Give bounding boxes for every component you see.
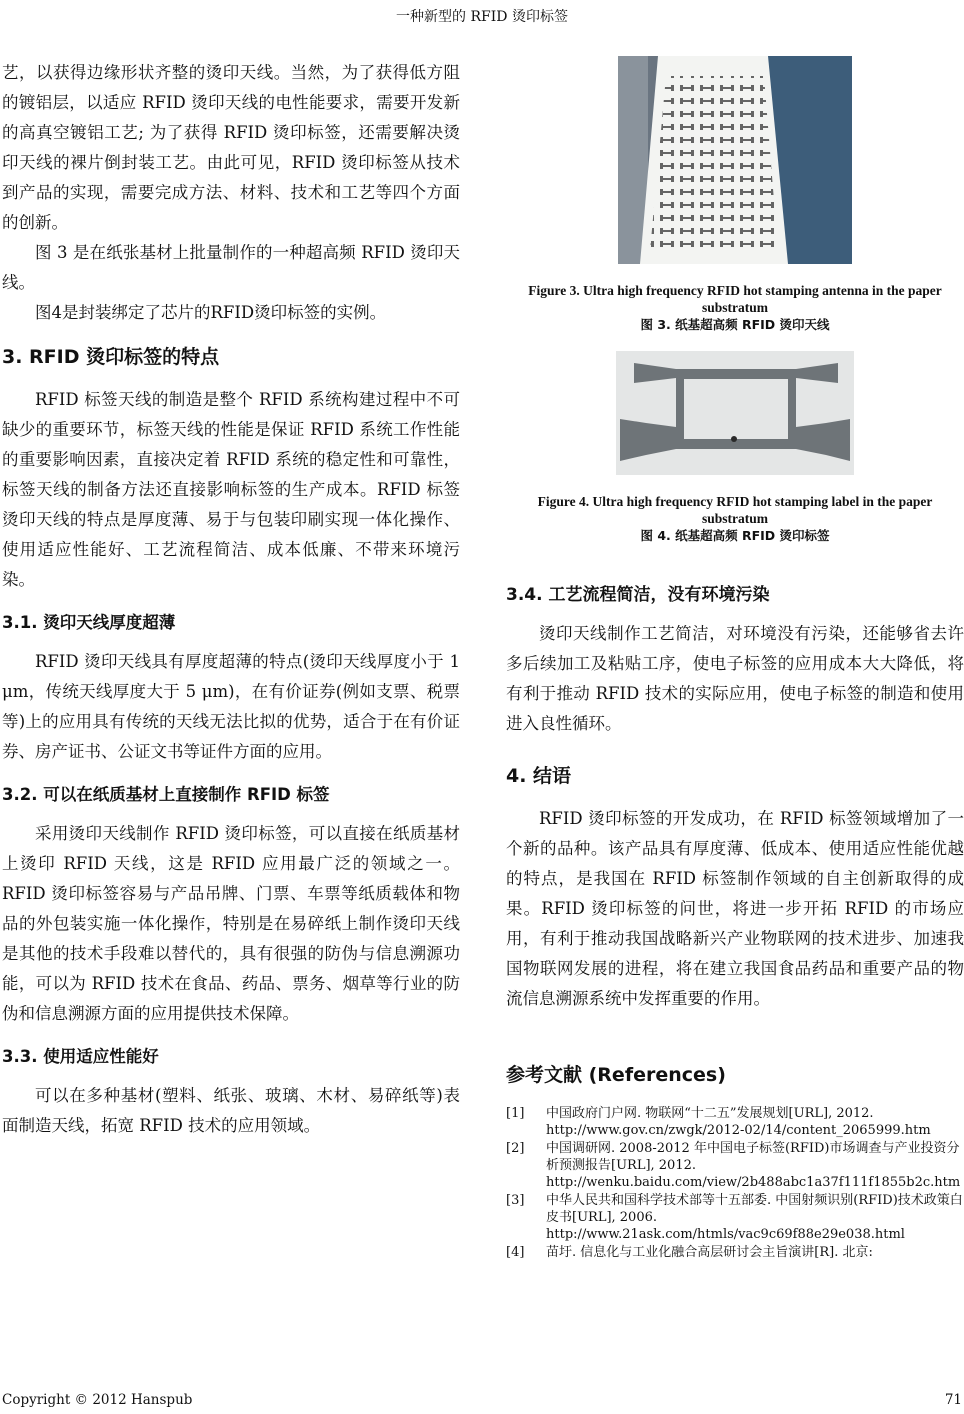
reference-item (506, 1244, 964, 1261)
section-3-1-paragraph: RFID 烫印天线具有厚度超薄的特点(烫印天线厚度小于 1 μm，传统天线厚度大于 5 μm)，在有价证券(例如支票、税票等)上的应用具有传统的天线无法比拟的优势，适合于在有价证券、房产证书、公证文书等证件方面的应用。 (2, 652, 460, 761)
figure-4-caption-zh: 图 4. 纸基超高频 RFID 烫印标签 (640, 528, 830, 543)
reference-text: 中国政府门户网. 物联网“十二五”发展规划[URL], 2012. http://www.gov.cn/zwgk/2012-02/14/content_2065999.htm (546, 1106, 931, 1138)
paragraph-continued: 艺，以获得边缘形状齐整的烫印天线。当然，为了获得低方阻的镀铝层，以适应 RFID 烫印天线的电性能要求，需要开发新的高真空镀铝工艺; 为了获得 RFID 烫印标签，还需要解决烫印天线的裸片倒封装工艺。由此可见，RFID 烫印标签从技术到产品的实现，需要完成方法、材料、技术和工艺等四个方面的创新。 (2, 63, 460, 232)
section-3-2-heading: 3.2. 可以在纸质基材上直接制作 RFID 标签 (2, 785, 330, 804)
section-4-heading: 4. 结语 (506, 765, 572, 787)
reference-text: 中华人民共和国科学技术部等十五部委. 中国射频识别(RFID)技术政策白皮书[URL], 2006. http://www.21ask.com/htmls/vac9c69f88e29e038.html (546, 1193, 963, 1242)
figure-3-caption-zh: 图 3. 纸基超高频 RFID 烫印天线 (640, 317, 830, 332)
figure-3-caption-en: Figure 3. Ultra high frequency RFID hot stamping antenna in the paper substratum (528, 283, 942, 315)
section-3-3-paragraph: 可以在多种基材(塑料、纸张、玻璃、木材、易碎纸等)表面制造天线，拓宽 RFID 技术的应用领域。 (2, 1086, 460, 1135)
section-3-2-paragraph: 采用烫印天线制作 RFID 烫印标签，可以直接在纸质基材上烫印 RFID 天线，这是 RFID 应用最广泛的领域之一。RFID 烫印标签容易与产品吊牌、门票、车票等纸质载体和物品的外包装实施一体化操作，特别是在易碎纸上制作烫印天线是其他的技术手段难以替代的，具有很强的防伪与信息溯源功能，可以为 RFID 技术在食品、药品、票务、烟草等行业的防伪和信息溯源方面的应用提供技术保障。 (2, 824, 460, 1023)
section-3-3-heading: 3.3. 使用适应性能好 (2, 1047, 159, 1066)
left-column (2, 58, 460, 1141)
references-heading: 参考文献 (References) (506, 1064, 726, 1086)
figure-4 (506, 351, 964, 544)
section-3-heading: 3. RFID 烫印标签的特点 (2, 346, 220, 368)
reference-item (506, 1140, 964, 1191)
running-title: 一种新型的 RFID 烫印标签 (396, 9, 568, 25)
reference-number: [2] (506, 1141, 525, 1156)
figure-4-caption-en: Figure 4. Ultra high frequency RFID hot stamping label in the paper substratum (537, 494, 933, 526)
section-3-1-heading: 3.1. 烫印天线厚度超薄 (2, 613, 176, 632)
reference-item (506, 1105, 964, 1139)
reference-number: [3] (506, 1193, 525, 1208)
footer-page-number: 71 (944, 1392, 962, 1408)
section-3-paragraph: RFID 标签天线的制造是整个 RFID 系统构建过程中不可缺少的重要环节，标签天线的性能是保证 RFID 系统工作性能的重要影响因素，直接决定着 RFID 系统的稳定性和可靠性，标签天线的制备方法还直接影响标签的生产成本。RFID 标签烫印天线的特点是厚度薄、易于与包装印刷实现一体化操作、使用适应性能好、工艺流程简洁、成本低廉、不带来环境污染。 (2, 390, 460, 589)
reference-number: [4] (506, 1245, 525, 1260)
reference-number: [1] (506, 1106, 525, 1121)
figure-4-photo (616, 351, 854, 475)
reference-text: 苗圩. 信息化与工业化融合高层研讨会主旨演讲[R]. 北京: (546, 1245, 873, 1260)
reference-item (506, 1192, 964, 1243)
footer-copyright: Copyright © 2012 Hanspub (2, 1392, 193, 1408)
section-4-paragraph: RFID 烫印标签的开发成功，在 RFID 标签领域增加了一个新的品种。该产品具有厚度薄、低成本、使用适应性能优越的特点，是我国在 RFID 标签制作领域的自主创新取得的成果。RFID 烫印标签的问世，将进一步开拓 RFID 的市场应用，有利于推动我国战略新兴产业物联网的技术进步、加速我国物联网发展的进程，将在建立我国食品药品和重要产品的物流信息溯源系统中发挥重要的作用。 (506, 809, 964, 1008)
section-3-4-paragraph: 烫印天线制作工艺简洁，对环境没有污染，还能够省去许多后续加工及粘贴工序，使电子标签的应用成本大大降低，将有利于推动 RFID 技术的实际应用，使电子标签的制造和使用进入良性循环。 (506, 624, 964, 733)
paragraph-fig3-intro: 图 3 是在纸张基材上批量制作的一种超高频 RFID 烫印天线。 (2, 243, 460, 292)
reference-text: 中国调研网. 2008-2012 年中国电子标签(RFID)市场调查与产业投资分析预测报告[URL], 2012. http://wenku.baidu.com/view/2b488abc1a37f111f1855b2c.htm (546, 1141, 961, 1190)
paragraph-fig4-intro: 图4是封装绑定了芯片的RFID烫印标签的实例。 (35, 303, 387, 322)
references-list (506, 1105, 964, 1261)
figure-3 (506, 56, 964, 333)
figure-3-photo (618, 56, 852, 264)
right-column (506, 56, 964, 1262)
section-3-4-heading: 3.4. 工艺流程简洁，没有环境污染 (506, 585, 770, 605)
